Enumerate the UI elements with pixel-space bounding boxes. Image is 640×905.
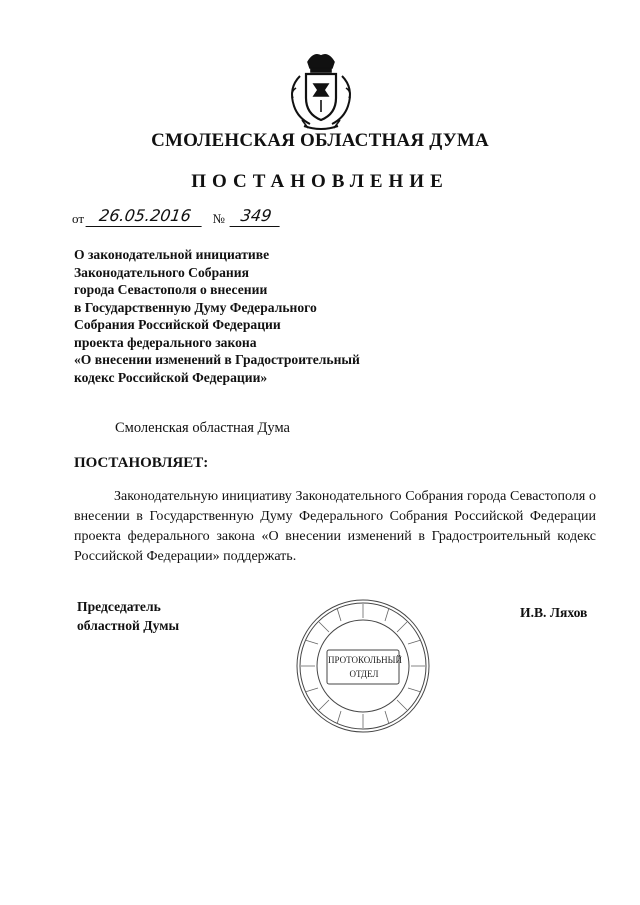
organization-title: СМОЛЕНСКАЯ ОБЛАСТНАЯ ДУМА (151, 130, 489, 151)
subject-line: Собрания Российской Федерации (74, 317, 281, 332)
number-sign: № (212, 211, 225, 226)
signer-title-line: Председатель (77, 599, 161, 614)
subject-line: Законодательного Собрания (74, 264, 249, 280)
subject-line: кодекс Российской Федерации» (74, 369, 268, 385)
handwritten-date: 26.05.2016 (86, 206, 205, 227)
signer-name: И.В. Ляхов (520, 605, 588, 620)
preamble: Смоленская областная Дума (115, 420, 290, 436)
resolves-heading: ПОСТАНОВЛЯЕТ: (74, 455, 209, 471)
resolution-body: Законодательную инициативу Законодательного Собрания города Севастополя о внесении в Государственную Думу Федерального Собрания Российской Федерации проекта федерального закона «О внесении изменений в Градостроительный кодекс Российской Федерации» поддержать. (74, 489, 596, 564)
coat-of-arms-icon (284, 48, 358, 132)
handwritten-number: 349 (230, 206, 283, 227)
stamp-line: ПРОТОКОЛЬНЫЙ (328, 655, 402, 665)
signer-title (77, 597, 179, 635)
stamp-line: ОТДЕЛ (349, 669, 379, 679)
date-number-line (72, 206, 281, 227)
subject-line: города Севастополя о внесении (74, 282, 268, 297)
stamp-label (328, 653, 400, 681)
document-subject (74, 246, 434, 386)
document-type: ПОСТАНОВЛЕНИЕ (191, 171, 449, 192)
signer-title-line: областной Думы (77, 618, 180, 633)
subject-line: в Государственную Думу Федерального (74, 299, 317, 315)
subject-line: «О внесении изменений в Градостроительный (74, 352, 360, 367)
date-prefix: от (72, 211, 85, 226)
subject-line: О законодательной инициативе (74, 247, 270, 262)
subject-line: проекта федерального закона (74, 334, 257, 350)
